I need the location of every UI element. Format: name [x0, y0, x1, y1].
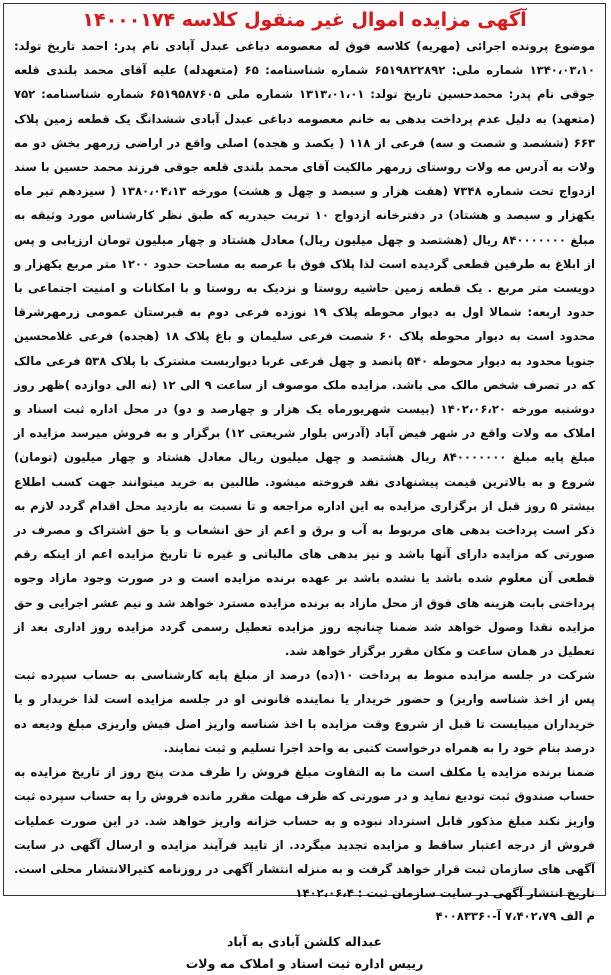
notice-paragraph-winner: ضمنا برنده مزایده یا مکلف است ما به التفاوت مبلغ فروش را ظرف مدت پنج روز از تاریخ مزایده به حساب صندوق ثبت تودیع نماید و در صورتی که ظرف مهلت مقرر مانده فروش را به حساب سپرده ثبت واریز نکند مبلغ مذکور قابل استرداد نبوده و به حساب خزانه واریز خواهد شد. در این صورت عملیات فروش از درجه اعتبار ساقط و مزایده تجدید میگردد. از تایید فرآیند مزایده و ارسال آگهی در سایت آگهی های سازمان ثبت قرار خواهد گرفت و به منزله انتشار آگهی در روزنامه کثیرالانتشار محلی است. تاریخ انتشار آگهی در سایت سازمان ثبت : ۱۴۰۲،۰۶،۴	[14, 765, 595, 901]
signer-title: رییس اداره ثبت اسناد و املاک مه ولات	[185, 956, 424, 972]
notice-frame	[3, 3, 606, 972]
notice-paragraph-main: موضوع پرونده اجرائی (مهریه) کلاسه فوق له معصومه دباغی عبدل آبادی نام پدر: احمد تاریخ تولد: ۱۳۴۰،۰۳،۱۰ شماره ملی: ۶۵۱۹۸۲۲۸۹۲ شماره شناسنامه: ۶۵ (متعهدله) علیه آقای محمد بلندی قلعه جوقی نام پدر: محمدحسین تاریخ تولد: ۱۳۱۳،۰۱،۰۱ شماره ملی ۶۵۱۹۵۸۷۶۰۵ شماره شناسنامه: ۷۵۲ (متعهد) به دلیل عدم پرداخت بدهی به خانم معصومه دباغی عبدل آبادی ششدانگ یک قطعه زمین پلاک ۶۶۳ (ششصد و شصت و سه) فرعی از ۱۱۸ ( یکصد و هجده) اصلی واقع در اراضی زرمهر بخش دو مه ولات به آدرس مه ولات روستای زرمهر مالکیت آقای محمد بلندی قلعه جوقی فرزند محمد حسین با سند ازدواج تحت شماره ۷۳۴۸ (هفت هزار و سیصد و چهل و هشت) مورخه ۱۳۸۰،۰۴،۱۳ ( سیزدهم تیر ماه یکهزار و سیصد و هشتاد) در دفترخانه ازدواج ۱۰ تربت حیدریه که طبق نظر کارشناس مورد وثیقه به مبلغ ۸۴۰۰۰۰۰۰۰ ریال (هشتصد و چهل میلیون ریال) معادل هشتاد و چهار میلیون تومان ارزیابی و پس از ابلاغ به طرفین قطعی گردیده است لذا پلاک فوق با عرصه به مساحت حدود ۱۲۰۰ متر مربع یکهزار و دویست متر مربع . یک قطعه زمین حاشیه روستا و نزدیک به روستا و با امکانات و امنیت اجتماعی با حدود اربعه: شمالا اول به دیوار محوطه پلاک ۱۹ نوزده فرعی دوم به قبرستان عمومی زرمهرشرقا محدود است به دیوار محوطه پلاک ۶۰ شصت فرعی سلیمان و باغ پلاک ۱۸ (هجده) فرعی غلامحسین جنوبا محدود به دیوار محوطه ۵۴۰ پانصد و چهل فرعی غربا دیواربست مشترک با پلاک ۵۳۸ فرعی مالک که در تصرف شخص مالک می باشد. مزایده ملک موصوف از ساعت ۹ الی ۱۲ (نه الی دوازده )ظهر روز دوشنبه مورخه ۱۴۰۲،۰۶،۲۰ (بیست شهریورماه یک هزار و چهارصد و دو) در محل اداره ثبت اسناد و املاک مه ولات واقع در شهر فیض آباد (آدرس بلوار شریعتی ۱۲) برگزار و به فروش میرسد مزایده از مبلغ پایه مبلغ ۸۴۰۰۰۰۰۰۰ ریال هشتصد و چهل میلیون ریال معادل هشتاد و چهار میلیون (تومان) شروع و به بالاترین قیمت پیشنهادی نقد فروخته میشود. طالبین به خرید میتوانند جهت کسب اطلاع بیشتر ۵ روز قبل از برگزاری مزایده به این اداره مراجعه و تا نسبت به بازدید محل اقدام گردد لازم به ذکر است پرداخت بدهی های مربوط به آب و برق و اعم از حق انشعاب و یا حق اشتراک و مصرف در صورتی که مزایده دارای آنها باشد و نیز بدهی های مالیاتی و غیره تا تاریخ مزایده اعم از اینکه رقم قطعی آن معلوم شده باشد یا نشده باشد بر عهده برنده مزایده است و در صورت وجود مازاد وجوه پرداختی بابت هزینه های فوق از محل مازاد به برنده مزایده مسترد خواهد شد و نیم عشر اجرایی و حق مزایده نقدا وصول خواهد شد ضمنا چنانچه روز مزایده تعطیل رسمی گردد مزایده روز اداری بعد از تعطیل در همان ساعت و مکان مقرر برگزار خواهد شد.	[14, 39, 596, 659]
notice-title: آگهی مزایده اموال غیر منقول کلاسه ۱۴۰۰۰۱۷۴	[82, 9, 527, 31]
signature-block	[4, 931, 605, 975]
signer-name: عبداله کلشن آبادی به آباد	[226, 934, 383, 950]
notice-body	[4, 34, 605, 905]
notice-reference-number: م الف ۷،۴۰۲،۷۹ آ-۴۰۰۸۳۳۶۰	[435, 909, 595, 924]
notice-paragraph-deposit: شرکت در جلسه مزایده منوط به پرداخت ۱۰(ده) درصد از مبلغ پایه کارشناسی به حساب سپرده ثبت پس از اخذ شناسه واریز) و حضور خریدار یا نماینده قانونی او در جلسه مزایده است لذا خریدار و یا خریداران میبایست تا قبل از شروع وقت مزایده با اخذ شناسه واریز اصل فیش واریزی مبلغ ودیعه ده درصد بنام خود را به همراه درخواست کتبی به واحد اجرا تسلیم و ثبت نمایند.	[14, 668, 595, 755]
